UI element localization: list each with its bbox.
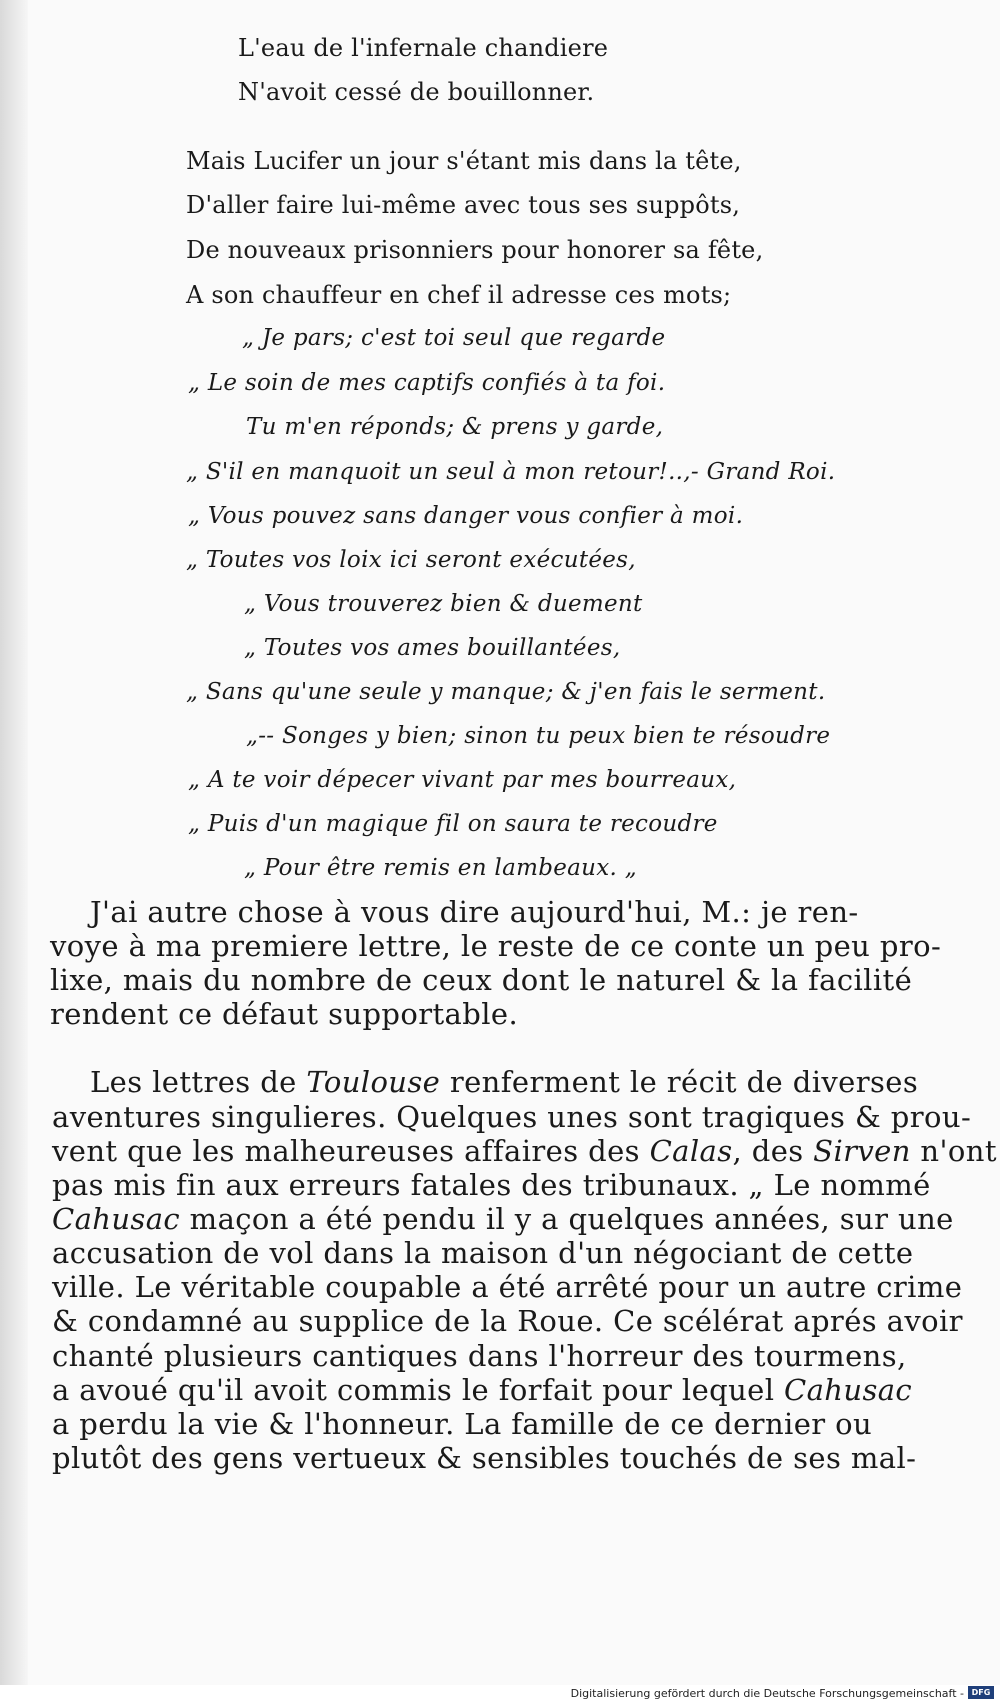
paragraph-line: rendent ce défaut supportable.	[50, 997, 519, 1031]
poem-line: „ Toutes vos ames bouillantées,	[244, 635, 621, 661]
poem-line: N'avoit cessé de bouillonner.	[238, 78, 595, 106]
text-run: n'ont	[910, 1134, 997, 1168]
poem-line: „ Pour être remis en lambeaux. „	[244, 855, 637, 881]
dfg-logo: DFG	[968, 1686, 994, 1699]
proper-name: Sirven	[813, 1134, 911, 1168]
paragraph-line: chanté plusieurs cantiques dans l'horreur des tourmens,	[52, 1339, 907, 1373]
poem-line: „ Sans qu'une seule y manque; & j'en fais le serment.	[186, 679, 826, 705]
paragraph-line: pas mis fin aux erreurs fatales des tribunaux. „ Le nommé	[52, 1168, 931, 1202]
paragraph-line: aventures singulieres. Quelques unes sont tragiques & prou-	[52, 1100, 972, 1134]
proper-name: Cahusac	[784, 1373, 913, 1407]
text-run: vent que les malheureuses affaires des	[52, 1134, 650, 1168]
paragraph-line	[52, 1134, 997, 1168]
paragraph-line: a perdu la vie & l'honneur. La famille de ce dernier ou	[52, 1407, 873, 1441]
funding-notice: Digitalisierung gefördert durch die Deutsche Forschungsgemeinschaft -	[570, 1687, 964, 1700]
poem-line: De nouveaux prisonniers pour honorer sa fête,	[186, 236, 764, 264]
place-name: Toulouse	[306, 1065, 441, 1099]
poem-line: „ A te voir dépecer vivant par mes bourreaux,	[188, 767, 737, 793]
paragraph-line: ville. Le véritable coupable a été arrêté pour un autre crime	[52, 1270, 963, 1304]
poem-line: „ Toutes vos loix ici seront exécutées,	[186, 547, 636, 573]
poem-line: D'aller faire lui-même avec tous ses suppôts,	[186, 191, 741, 219]
poem-line: L'eau de l'infernale chandiere	[238, 34, 609, 62]
text-run: Les lettres de	[90, 1065, 307, 1099]
paragraph-line: J'ai autre chose à vous dire aujourd'hui, M.: je ren-	[90, 895, 859, 929]
paragraph-line: accusation de vol dans la maison d'un négociant de cette	[52, 1236, 914, 1270]
paragraph-line: lixe, mais du nombre de ceux dont le naturel & la facilité	[50, 963, 913, 997]
text-run: , des	[732, 1134, 814, 1168]
paragraph-line	[52, 1202, 954, 1236]
poem-line: A son chauffeur en chef il adresse ces mots;	[186, 281, 732, 309]
proper-name: Cahusac	[52, 1202, 181, 1236]
poem-line: „ Le soin de mes captifs confiés à ta foi.	[188, 370, 666, 396]
poem-line: „ Puis d'un magique fil on saura te recoudre	[188, 811, 718, 837]
text-run: renferment le récit de diverses	[440, 1065, 919, 1099]
poem-line: „-- Songes y bien; sinon tu peux bien te résoudre	[246, 723, 831, 749]
page-gutter-shadow	[0, 0, 28, 1701]
paragraph-line	[90, 1065, 919, 1099]
poem-line: „ Je pars; c'est toi seul que regarde	[242, 325, 666, 351]
paragraph-line: plutôt des gens vertueux & sensibles touchés de ses mal-	[52, 1441, 917, 1475]
poem-line: Mais Lucifer un jour s'étant mis dans la tête,	[186, 147, 742, 175]
text-run: a avoué qu'il avoit commis le forfait pour lequel	[52, 1373, 785, 1407]
poem-line: „ S'il en manquoit un seul à mon retour!..,- Grand Roi.	[186, 459, 836, 485]
digitization-footer	[0, 1685, 1000, 1701]
poem-line: „ Vous pouvez sans danger vous confier à moi.	[188, 503, 744, 529]
text-run: maçon a été pendu il y a quelques années, sur une	[180, 1202, 954, 1236]
paragraph-line: & condamné au supplice de la Roue. Ce scélérat aprés avoir	[52, 1304, 963, 1338]
poem-line: Tu m'en réponds; & prens y garde,	[246, 414, 664, 440]
proper-name: Calas	[649, 1134, 733, 1168]
paragraph-line: voye à ma premiere lettre, le reste de ce conte un peu pro-	[50, 929, 942, 963]
poem-line: „ Vous trouverez bien & duement	[244, 591, 643, 617]
paragraph-line	[52, 1373, 913, 1407]
